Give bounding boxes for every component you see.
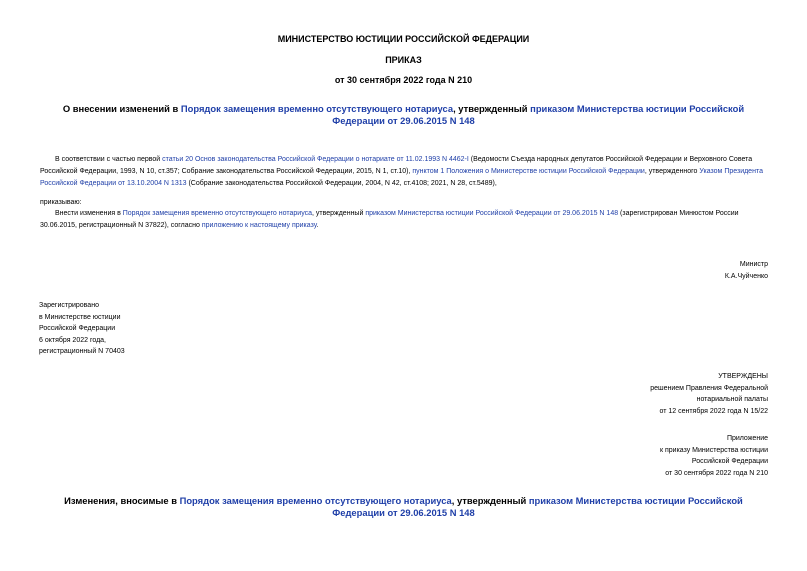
preamble-text-1: В соответствии с частью первой	[55, 156, 163, 163]
registration-block	[39, 300, 125, 358]
link-appendix[interactable]: приложению к настоящему приказу	[201, 222, 317, 229]
changes-title	[40, 495, 767, 519]
link-ministry-regulation-item-1[interactable]: пунктом 1 Положения о Министерстве юстиции Российской Федерации	[412, 168, 645, 175]
title-text-1: О внесении изменений в	[62, 103, 181, 114]
registration-line: Зарегистрировано	[39, 302, 99, 309]
changes-title-link-procedure[interactable]: Порядок замещения временно отсутствующего нотариуса	[179, 495, 452, 506]
order-text-3: (зарегистрирован Минюстом России 30.06.2015, регистрационный N 37822), согласно	[40, 210, 739, 229]
changes-title-text-1: Изменения, вносимые в	[64, 495, 180, 506]
order-text-4: .	[316, 222, 319, 229]
preamble-text-4: (Собрание законодательства Российской Федерации, 2004, N 42, ст.4108; 2021, N 28, ст.5489),	[186, 180, 497, 187]
registration-line: 6 октября 2022 года,	[39, 336, 107, 344]
approved-line: решением Правления Федеральной	[650, 384, 768, 392]
appendix-line: Приложение	[726, 435, 768, 442]
order-date-number: от 30 сентября 2022 года N 210	[334, 75, 473, 85]
appendix-line: к приказу Министерства юстиции	[659, 446, 768, 454]
appendix-block	[660, 433, 768, 479]
changes-title-text-2: , утвержденный	[451, 495, 529, 506]
order-text-2: , утвержденный	[312, 210, 366, 217]
registration-line: в Министерстве юстиции	[39, 313, 121, 321]
link-notary-law-article-20[interactable]: статьи 20 Основ законодательства Российской Федерации о нотариате от 11.02.1993 N 4462-I	[162, 156, 469, 163]
appendix-line: от 30 сентября 2022 года N 210	[665, 469, 768, 477]
signature-position: Министр	[739, 261, 768, 268]
preamble-text-3: , утвержденного	[644, 168, 700, 175]
signature-block	[725, 259, 768, 282]
ministry-heading: МИНИСТЕРСТВО ЮСТИЦИИ РОССИЙСКОЙ ФЕДЕРАЦИИ	[277, 34, 530, 44]
order-paragraph	[40, 208, 768, 232]
approved-line: нотариальной палаты	[696, 396, 768, 403]
approved-line: УТВЕРЖДЕНЫ	[718, 373, 768, 380]
approved-block	[650, 371, 768, 417]
title-link-order-148[interactable]: приказом Министерства юстиции Российской Федерации от 29.06.2015 N 148	[332, 103, 745, 126]
changes-title-link-order-148[interactable]: приказом Министерства юстиции Российской Федерации от 29.06.2015 N 148	[332, 495, 743, 518]
order-title	[40, 103, 767, 127]
link-order-148[interactable]: приказом Министерства юстиции Российской Федерации от 29.06.2015 N 148	[365, 210, 619, 217]
title-link-procedure[interactable]: Порядок замещения временно отсутствующего нотариуса	[180, 103, 454, 114]
order-text-1: Внести изменения в	[55, 210, 123, 217]
appendix-line: Российской Федерации	[691, 458, 768, 465]
registration-line: регистрационный N 70403	[39, 348, 125, 355]
order-word: приказываю:	[40, 199, 82, 206]
doc-type-heading: ПРИКАЗ	[385, 55, 422, 65]
preamble-paragraph	[40, 154, 768, 190]
title-text-2: , утвержденный	[453, 103, 531, 114]
registration-line: Российской Федерации	[39, 325, 116, 332]
link-procedure[interactable]: Порядок замещения временно отсутствующего нотариуса	[122, 210, 313, 217]
preamble-text-2: (Ведомости Съезда народных депутатов Российской Федерации и Верховного Совета Российской Федерации, 1993, N 10, ст.357; Собрание законодательства Российской Федерации, 2015, N 1, ст.10),	[40, 156, 753, 175]
approved-line: от 12 сентября 2022 года N 15/22	[659, 407, 768, 415]
link-presidential-decree-1313[interactable]: Указом Президента Российской Федерации от 13.10.2004 N 1313	[40, 168, 763, 187]
signature-name: К.А.Чуйченко	[724, 272, 768, 280]
